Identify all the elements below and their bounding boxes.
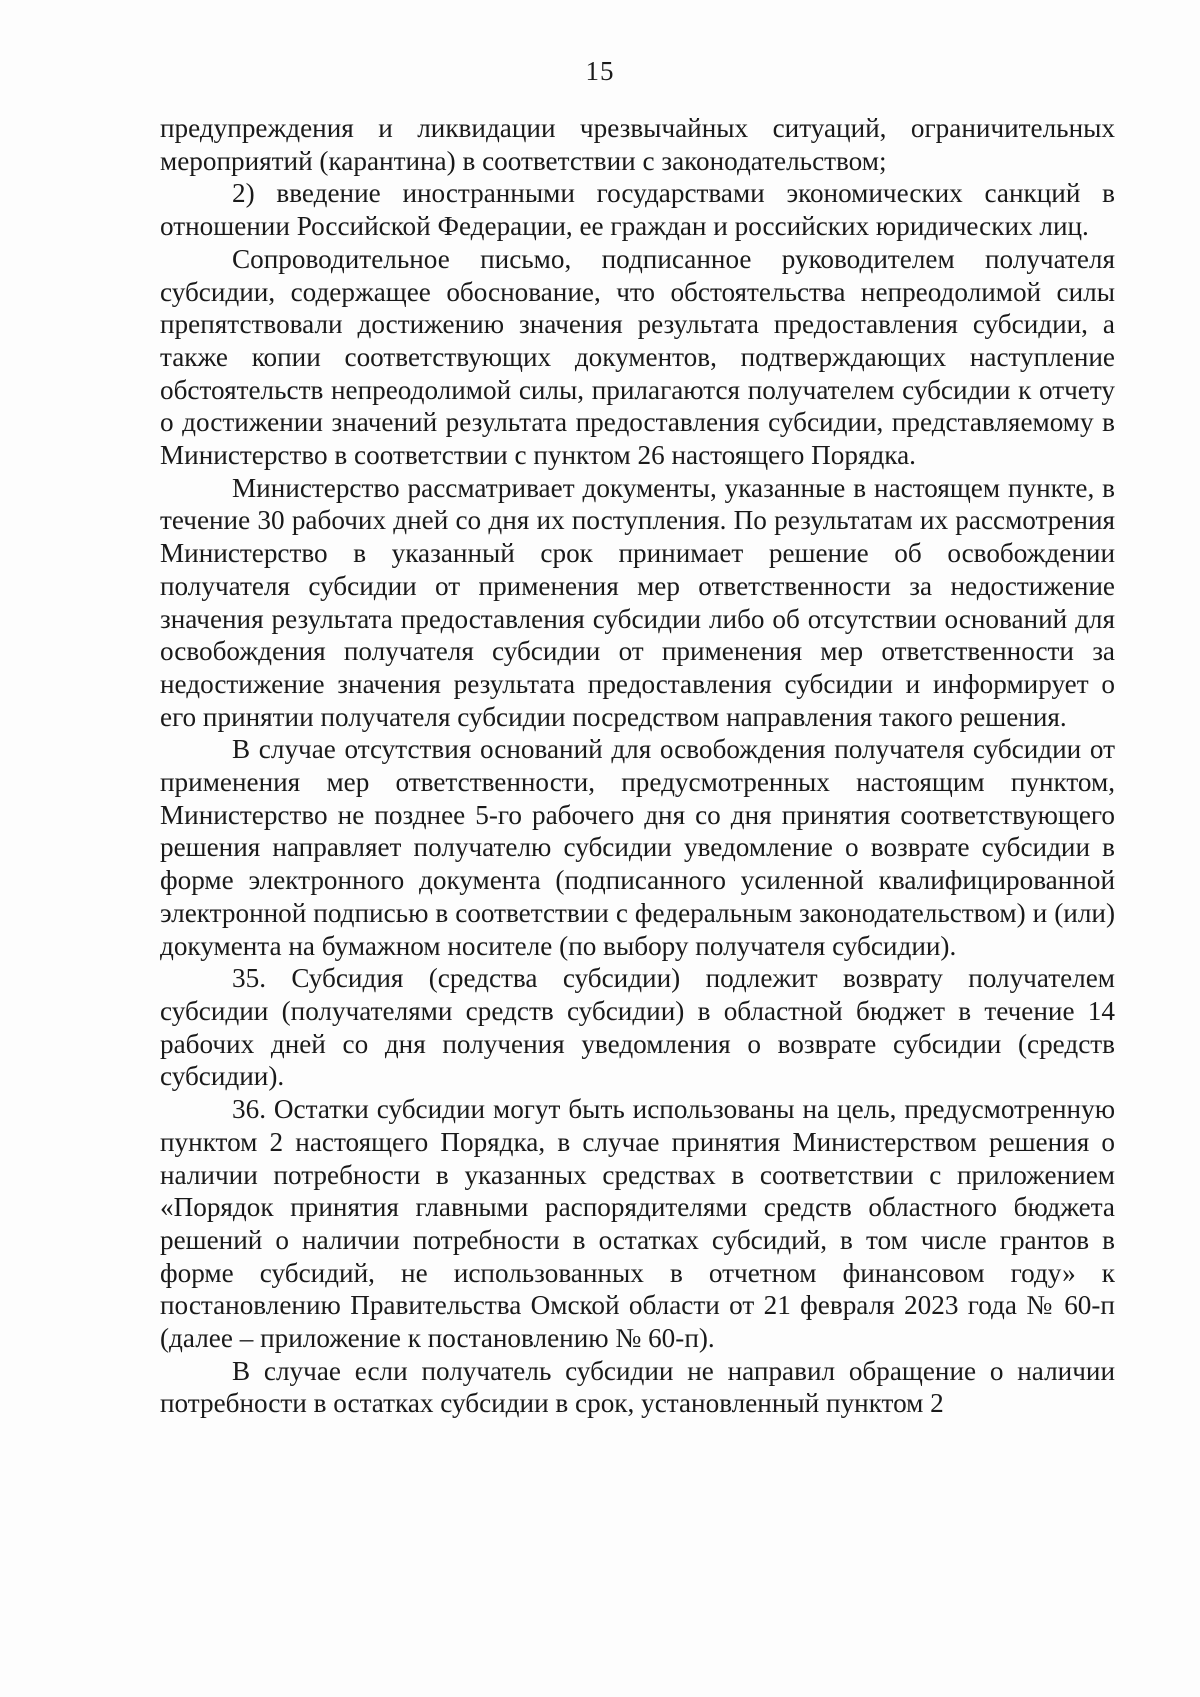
paragraph-ministry-review: Министерство рассматривает документы, указанные в настоящем пункте, в течение 30 рабочих дней со дня их поступления. По результатам их рассмотрения Министерство в указанный срок принимает решение об освобождении получателя субсидии от применения мер ответственности за недостижение значения результата предоставления субсидии либо об отсутствии оснований для освобождения получателя субсидии от применения мер ответственности за недостижение значения результата предоставления субсидии и информирует о его принятии получателя субсидии посредством направления такого решения. bbox=[160, 472, 1115, 732]
paragraph-no-request: В случае если получатель субсидии не направил обращение о наличии потребности в остатках субсидии в срок, установленный пунктом 2 bbox=[160, 1355, 1115, 1419]
page-number: 15 bbox=[585, 56, 615, 86]
paragraph-cover-letter: Сопроводительное письмо, подписанное руководителем получателя субсидии, содержащее обоснование, что обстоятельства непреодолимой силы препятствовали достижению значения результата предоставления субсидии, а также копии соответствующих документов, подтверждающих наступление обстоятельств непреодолимой силы, прилагаются получателем субсидии к отчету о достижении значений результата предоставления субсидии, представляемому в Министерство в соответствии с пунктом 26 настоящего Порядка. bbox=[160, 243, 1115, 471]
paragraph-sanctions-item: 2) введение иностранными государствами экономических санкций в отношении Российской Федерации, ее граждан и российских юридических лиц. bbox=[160, 178, 1115, 242]
paragraph-no-grounds: В случае отсутствия оснований для освобождения получателя субсидии от применения мер ответственности, предусмотренных настоящим пунктом, Министерство не позднее 5-го рабочего дня со дня принятия соответствующего решения направляет получателю субсидии уведомление о возврате субсидии в форме электронного документа (подписанного усиленной квалифицированной электронной подписью в соответствии с федеральным законодательством) и (или) документа на бумажном носителе (по выбору получателя субсидии). bbox=[160, 734, 1115, 961]
document-body bbox=[160, 112, 1115, 1420]
paragraph-item-36: 36. Остатки субсидии могут быть использованы на цель, предусмотренную пунктом 2 настоящего Порядка, в случае принятия Министерством решения о наличии потребности в указанных средствах в соответствии с приложением «Порядок принятия главными распорядителями средств областного бюджета решений о наличии потребности в остатках субсидий, в том числе грантов в форме субсидий, не использованных в отчетном финансовом году» к постановлению Правительства Омской области от 21 февраля 2023 года № 60-п (далее – приложение к постановлению № 60-п). bbox=[160, 1094, 1115, 1354]
paragraph-item-35: 35. Субсидия (средства субсидии) подлежит возврату получателем субсидии (получателями средств субсидии) в областной бюджет в течение 14 рабочих дней со дня получения уведомления о возврате субсидии (средств субсидии). bbox=[160, 963, 1115, 1092]
paragraph-continuation: предупреждения и ликвидации чрезвычайных ситуаций, ограничительных мероприятий (карантина) в соответствии с законодательством; bbox=[160, 113, 1115, 176]
